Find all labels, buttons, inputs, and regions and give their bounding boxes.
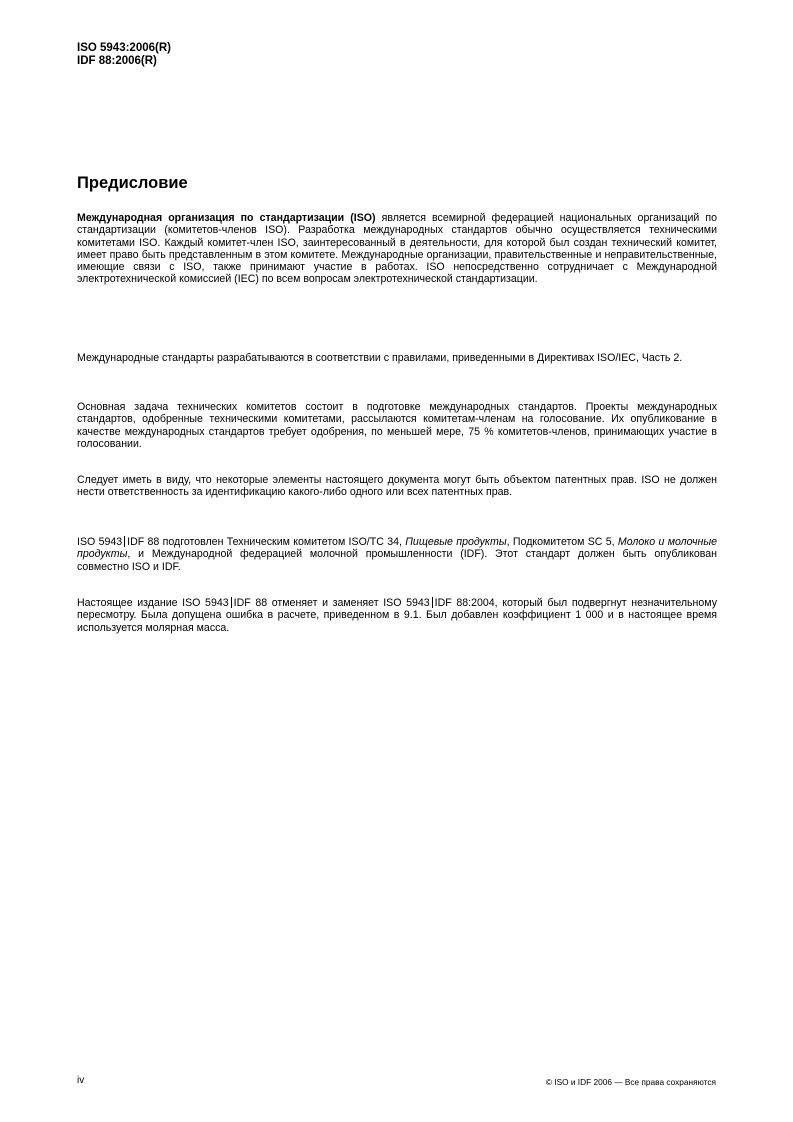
page-number: iv [77, 1075, 85, 1086]
paragraph-text: является всемирной федерацией национальных организаций по стандартизации (комитетов-членов ISO). Разработка международных стандартов обычно осуществляется техническими комитетами ISO. Каждый комитет-член ISO, заинтересованный в деятельности, для которой был создан технический комитет, имеет право быть представленным в этом комитете. Международные организации, правительственные и неправительственные, имеющие связи с ISO, также принимают участие в работах. ISO непосредственно сотрудничает с Международной электротехнической комиссией (IEC) по всем вопросам электротехнической стандартизации. [77, 212, 717, 286]
text-segment: IDF 88:2004, который был подвергнут незначительному пересмотру. Была допущена ошибка в расчете, приведенном в 9.1. Был добавлен коэффициент 1 000 и в настоящее время используется молярная масса. [77, 597, 717, 634]
text-segment: Настоящее издание ISO 5943 [77, 597, 229, 609]
text-segment: , Подкомитетом SC 5, [506, 536, 618, 548]
idf-number: IDF 88:2006(R) [77, 54, 157, 67]
page-title: Предисловие [77, 174, 188, 192]
paragraph-2: Международные стандарты разрабатываются в соответствии с правилами, приведенными в Директивах ISO/IEC, Часть 2. [77, 352, 683, 364]
separator-bar [124, 536, 125, 547]
iso-number: ISO 5943:2006(R) [77, 42, 171, 54]
italic-title: Молоко и молочные продукты [77, 536, 718, 561]
bold-lead: Международная организация по стандартизации (ISO) [77, 212, 376, 224]
text-segment: IDF 88 подготовлен Техническим комитетом ISO/TC 34, [127, 536, 406, 548]
paragraph-5 [77, 536, 717, 573]
paragraph-1 [77, 212, 717, 286]
copyright-notice: © ISO и IDF 2006 — Все права сохраняются [545, 1077, 716, 1087]
paragraph-3: Основная задача технических комитетов состоит в подготовке международных стандартов. Проекты международных стандартов, одобренные техническими комитетами, рассылаются комитетам-членам на голосование. Их опубликование в качестве международных стандартов требует одобрения, по меньшей мере, 75 % комитетов-членов, принимающих участие в голосовании. [77, 401, 717, 450]
separator-bar [432, 597, 433, 608]
italic-title: Пищевые продукты [405, 536, 507, 548]
separator-bar [231, 597, 232, 608]
text-segment: ISO 5943 [77, 536, 123, 548]
paragraph-4: Следует иметь в виду, что некоторые элементы настоящего документа могут быть объектом патентных прав. ISO не должен нести ответственность за идентификацию какого-либо одного или всех патентных прав. [77, 474, 717, 499]
paragraph-6 [77, 597, 717, 634]
text-segment: IDF 88 отменяет и заменяет ISO 5943 [233, 597, 430, 609]
text-segment: , и Международной федерацией молочной промышленности (IDF). Этот стандарт должен быть опубликован совместно ISO и IDF. [77, 548, 717, 573]
document-header [77, 42, 171, 67]
